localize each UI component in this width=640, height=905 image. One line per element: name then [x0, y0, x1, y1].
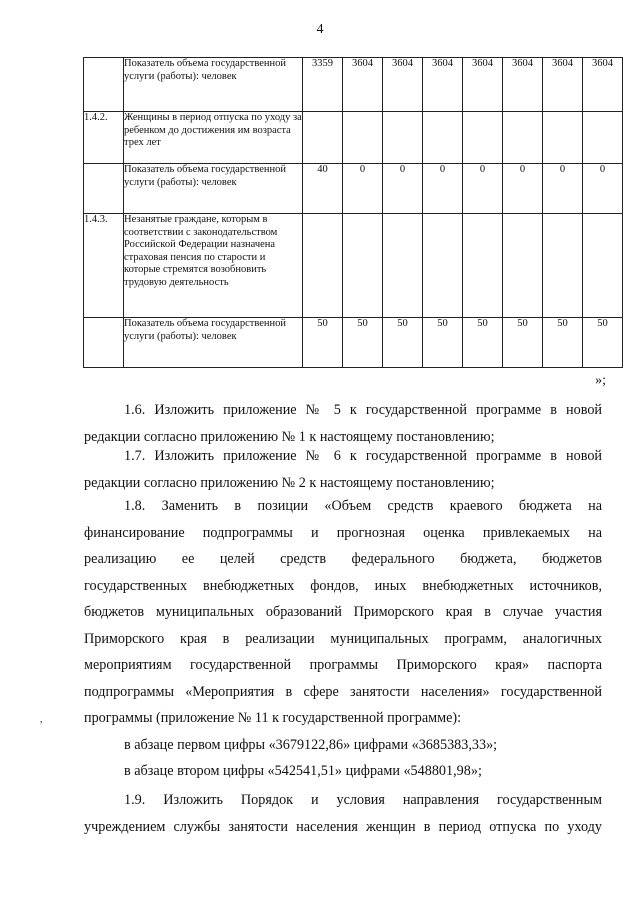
value-cell	[423, 214, 463, 318]
text-line: в абзаце втором цифры «542541,51» цифрами «548801,98»;	[124, 763, 482, 779]
value-cell	[583, 112, 623, 164]
row-description: Незанятые граждане, которым в соответствии с законодательством Российской Федерации назначена страховая пенсия по старости и которые стремятся возобновить трудовую деятельность	[124, 214, 303, 318]
table-row	[84, 112, 623, 164]
text-line: учреждением службы занятости населения женщин в период отпуска по уходу	[84, 818, 602, 835]
value-cell	[383, 112, 423, 164]
paragraph-1-9	[84, 787, 602, 840]
value-cell: 0	[583, 164, 623, 214]
text-line: бюджетов муниципальных образований Приморского края в случае участия	[84, 604, 602, 620]
value-cell: 3604	[583, 58, 623, 112]
value-cell	[423, 112, 463, 164]
text-line: 1.7. Изложить приложение № 6 к государственной программе в новой	[124, 448, 602, 464]
row-number	[84, 318, 124, 368]
text-line: редакции согласно приложению № 1 к настоящему постановлению;	[84, 428, 495, 445]
text-line: 1.6. Изложить приложение № 5 к государственной программе в новой	[124, 402, 602, 418]
value-cell	[463, 214, 503, 318]
text-line: реализацию ее целей средств федерального бюджета, бюджетов	[84, 551, 602, 567]
value-cell: 0	[383, 164, 423, 214]
value-cell: 50	[583, 318, 623, 368]
indicator-table	[83, 57, 623, 368]
table-row	[84, 214, 623, 318]
text-line: редакции согласно приложению № 2 к настоящему постановлению;	[84, 474, 495, 491]
value-cell: 3604	[503, 58, 543, 112]
value-cell: 50	[543, 318, 583, 368]
value-cell: 0	[503, 164, 543, 214]
table-row	[84, 164, 623, 214]
value-cell: 0	[423, 164, 463, 214]
value-cell: 3604	[383, 58, 423, 112]
value-cell: 3604	[423, 58, 463, 112]
value-cell	[503, 214, 543, 318]
value-cell: 50	[463, 318, 503, 368]
value-cell: 50	[343, 318, 383, 368]
text-line: финансирование подпрограммы и прогнозная оценка привлекаемых на	[84, 524, 602, 541]
text-line: мероприятиям государственной программы Приморского края» паспорта	[84, 657, 602, 673]
row-description: Женщины в период отпуска по уходу за ребенком до достижения им возраста трех лет	[124, 112, 303, 164]
value-cell	[543, 112, 583, 164]
value-cell	[303, 214, 343, 318]
value-cell: 50	[423, 318, 463, 368]
value-cell	[543, 214, 583, 318]
value-cell: 0	[543, 164, 583, 214]
text-line: в абзаце первом цифры «3679122,86» цифрами «3685383,33»;	[124, 736, 498, 753]
margin-mark: ,	[40, 714, 43, 725]
value-cell: 3604	[463, 58, 503, 112]
row-number	[84, 58, 124, 112]
value-cell	[343, 214, 383, 318]
closing-quote: »;	[595, 373, 606, 388]
value-cell	[503, 112, 543, 164]
row-description: Показатель объема государственной услуги (работы): человек	[124, 58, 303, 112]
indicator-table-body	[84, 58, 623, 368]
text-line: подпрограммы «Мероприятия в сфере занятости населения» государственной	[84, 683, 602, 700]
value-cell: 0	[463, 164, 503, 214]
text-line: программы (приложение № 11 к государственной программе):	[84, 710, 462, 726]
table-row	[84, 318, 623, 368]
text-line: государственных внебюджетных фондов, иных внебюджетных источников,	[84, 577, 602, 594]
text-line: 1.9. Изложить Порядок и условия направления государственным	[124, 792, 602, 808]
value-cell: 50	[383, 318, 423, 368]
table-row	[84, 58, 623, 112]
value-cell	[463, 112, 503, 164]
value-cell	[383, 214, 423, 318]
page-number: 4	[316, 22, 324, 37]
value-cell	[343, 112, 383, 164]
row-number	[84, 164, 124, 214]
row-number: 1.4.3.	[84, 214, 124, 318]
paragraph-1-8	[84, 493, 602, 785]
value-cell: 0	[343, 164, 383, 214]
value-cell: 40	[303, 164, 343, 214]
value-cell: 3604	[343, 58, 383, 112]
row-number: 1.4.2.	[84, 112, 124, 164]
paragraph-1-7	[84, 443, 602, 496]
row-description: Показатель объема государственной услуги (работы): человек	[124, 164, 303, 214]
value-cell: 50	[503, 318, 543, 368]
value-cell: 50	[303, 318, 343, 368]
value-cell: 3359	[303, 58, 343, 112]
text-line: Приморского края в реализации муниципальных программ, аналогичных	[84, 630, 602, 647]
row-description: Показатель объема государственной услуги (работы): человек	[124, 318, 303, 368]
value-cell: 3604	[543, 58, 583, 112]
text-line: 1.8. Заменить в позиции «Объем средств краевого бюджета на	[124, 498, 602, 514]
value-cell	[303, 112, 343, 164]
value-cell	[583, 214, 623, 318]
